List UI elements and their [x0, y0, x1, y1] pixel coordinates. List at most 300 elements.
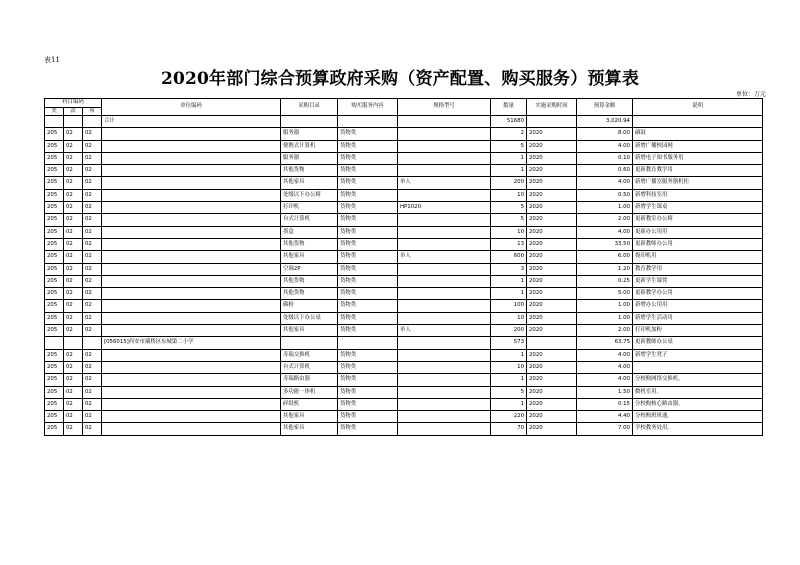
cell-spec	[398, 300, 491, 312]
cell-lei: 205	[45, 226, 64, 238]
cell-kuan: 02	[64, 140, 83, 152]
cell-xiang: 02	[83, 152, 102, 164]
cell-time: 2020	[527, 128, 577, 140]
cell-lei: 205	[45, 238, 64, 250]
cell-lei: 205	[45, 165, 64, 177]
cell-note	[633, 116, 763, 128]
cell-time: 2020	[527, 300, 577, 312]
cell-qty: 1	[491, 288, 527, 300]
cell-spec	[398, 361, 491, 373]
header-service: 购买服务内容	[338, 99, 398, 116]
table-row	[45, 165, 763, 177]
header-xiang: 项	[83, 107, 102, 116]
cell-time	[527, 337, 577, 349]
cell-time: 2020	[527, 312, 577, 324]
cell-time: 2020	[527, 140, 577, 152]
cell-catalog	[281, 337, 338, 349]
cell-service: 货物类	[338, 423, 398, 435]
header-qty: 数量	[491, 99, 527, 116]
cell-spec	[398, 398, 491, 410]
cell-kuan: 02	[64, 128, 83, 140]
cell-amount: 0.25	[577, 275, 633, 287]
cell-qty: 5	[491, 214, 527, 226]
unit-label: 单位：万元	[735, 91, 766, 98]
table-row	[45, 140, 763, 152]
cell-qty: 5	[491, 140, 527, 152]
cell-unit-code	[102, 386, 281, 398]
cell-catalog: 处级以下办公桌	[281, 312, 338, 324]
cell-service: 货物类	[338, 374, 398, 386]
cell-xiang: 02	[83, 288, 102, 300]
cell-lei: 205	[45, 140, 64, 152]
table-row	[45, 374, 763, 386]
cell-amount: 2.00	[577, 325, 633, 337]
cell-qty: 600	[491, 251, 527, 263]
cell-xiang: 02	[83, 214, 102, 226]
cell-amount: 2.00	[577, 214, 633, 226]
cell-time: 2020	[527, 374, 577, 386]
cell-catalog: 其他家具	[281, 423, 338, 435]
table-row	[45, 226, 763, 238]
cell-kuan: 02	[64, 238, 83, 250]
cell-time: 2020	[527, 214, 577, 226]
cell-lei	[45, 337, 64, 349]
cell-note: 更新教师办公用	[633, 238, 763, 250]
cell-service: 货物类	[338, 238, 398, 250]
cell-kuan: 02	[64, 374, 83, 386]
cell-spec	[398, 263, 491, 275]
cell-kuan: 02	[64, 349, 83, 361]
cell-kuan: 02	[64, 325, 83, 337]
table-row	[45, 423, 763, 435]
cell-qty: 3	[491, 263, 527, 275]
header-amount: 预算金额	[577, 99, 633, 116]
table-row	[45, 202, 763, 214]
cell-service: 货物类	[338, 361, 398, 373]
cell-time: 2020	[527, 386, 577, 398]
cell-spec	[398, 374, 491, 386]
cell-note: 新增学生活动用	[633, 312, 763, 324]
table-row	[45, 189, 763, 201]
cell-kuan: 02	[64, 152, 83, 164]
cell-xiang: 02	[83, 140, 102, 152]
table-row	[45, 337, 763, 349]
cell-spec	[398, 411, 491, 423]
cell-qty: 573	[491, 337, 527, 349]
cell-note: 更新教学办公用	[633, 288, 763, 300]
cell-kuan: 02	[64, 361, 83, 373]
cell-spec	[398, 152, 491, 164]
cell-time: 2020	[527, 398, 577, 410]
cell-kuan: 02	[64, 165, 83, 177]
cell-note: 更新教育教学用	[633, 165, 763, 177]
cell-service: 货物类	[338, 398, 398, 410]
cell-lei: 205	[45, 263, 64, 275]
cell-xiang: 02	[83, 189, 102, 201]
table-row	[45, 238, 763, 250]
cell-amount: 6.00	[577, 251, 633, 263]
cell-kuan: 02	[64, 226, 83, 238]
cell-note: 打印机加粉	[633, 325, 763, 337]
table-row	[45, 300, 763, 312]
cell-unit-code	[102, 251, 281, 263]
cell-unit-code	[102, 398, 281, 410]
cell-qty: 5	[491, 386, 527, 398]
cell-spec	[398, 165, 491, 177]
cell-catalog: 其他家具	[281, 411, 338, 423]
cell-spec	[398, 140, 491, 152]
cell-catalog: 其他家具	[281, 177, 338, 189]
cell-lei: 205	[45, 288, 64, 300]
cell-kuan: 02	[64, 386, 83, 398]
cell-catalog: 其他货物	[281, 275, 338, 287]
cell-xiang: 02	[83, 238, 102, 250]
cell-amount: 4.00	[577, 361, 633, 373]
cell-spec	[398, 189, 491, 201]
cell-catalog: 寿瑞交换机	[281, 349, 338, 361]
cell-kuan: 02	[64, 189, 83, 201]
cell-service: 货物类	[338, 288, 398, 300]
cell-note	[633, 361, 763, 373]
cell-spec	[398, 226, 491, 238]
cell-time: 2020	[527, 202, 577, 214]
cell-qty: 10	[491, 226, 527, 238]
cell-qty: 220	[491, 411, 527, 423]
cell-unit-code	[102, 226, 281, 238]
cell-catalog: 台式计算机	[281, 361, 338, 373]
cell-kuan: 02	[64, 398, 83, 410]
header-time: 实施采购时间	[527, 99, 577, 116]
cell-qty: 200	[491, 177, 527, 189]
cell-lei: 205	[45, 312, 64, 324]
cell-service: 货物类	[338, 189, 398, 201]
cell-service: 货物类	[338, 312, 398, 324]
budget-table	[44, 98, 763, 436]
cell-catalog: 寿瑞路由器	[281, 374, 338, 386]
table-row	[45, 349, 763, 361]
cell-unit-code	[102, 349, 281, 361]
cell-qty: 2	[491, 128, 527, 140]
header-kuan: 款	[64, 107, 83, 116]
cell-service: 货物类	[338, 152, 398, 164]
cell-amount: 1.00	[577, 312, 633, 324]
cell-lei: 205	[45, 361, 64, 373]
cell-time: 2020	[527, 349, 577, 361]
cell-unit-code	[102, 202, 281, 214]
cell-time: 2020	[527, 325, 577, 337]
cell-lei: 205	[45, 214, 64, 226]
cell-spec	[398, 288, 491, 300]
cell-unit-code	[102, 361, 281, 373]
cell-unit-code	[102, 325, 281, 337]
cell-catalog: 便携式计算机	[281, 140, 338, 152]
cell-amount: 0.60	[577, 165, 633, 177]
cell-unit-code	[102, 288, 281, 300]
cell-unit-code	[102, 423, 281, 435]
cell-xiang: 02	[83, 374, 102, 386]
table-row	[45, 116, 763, 128]
cell-unit-code	[102, 177, 281, 189]
cell-kuan	[64, 337, 83, 349]
cell-qty: 70	[491, 423, 527, 435]
cell-time: 2020	[527, 251, 577, 263]
cell-kuan: 02	[64, 202, 83, 214]
cell-time: 2020	[527, 361, 577, 373]
cell-service: 货物类	[338, 128, 398, 140]
table-row	[45, 152, 763, 164]
cell-lei: 205	[45, 177, 64, 189]
cell-xiang: 02	[83, 165, 102, 177]
cell-service	[338, 337, 398, 349]
cell-unit-code	[102, 214, 281, 226]
cell-kuan: 02	[64, 312, 83, 324]
cell-qty: 13	[491, 238, 527, 250]
table-body	[45, 116, 763, 436]
cell-note: 新增广播校园网	[633, 140, 763, 152]
cell-time: 2020	[527, 263, 577, 275]
cell-time	[527, 116, 577, 128]
sheet-tag: 表11	[44, 56, 60, 64]
cell-kuan: 02	[64, 263, 83, 275]
cell-kuan: 02	[64, 177, 83, 189]
cell-catalog	[281, 116, 338, 128]
cell-spec: 单人	[398, 177, 491, 189]
cell-amount: 3,020.94	[577, 116, 633, 128]
cell-service: 货物类	[338, 386, 398, 398]
table-row	[45, 263, 763, 275]
cell-spec	[398, 337, 491, 349]
cell-xiang: 02	[83, 312, 102, 324]
cell-lei: 205	[45, 386, 64, 398]
cell-service: 货物类	[338, 202, 398, 214]
cell-note: 更新教师办公桌	[633, 337, 763, 349]
cell-catalog: 其他货物	[281, 288, 338, 300]
cell-xiang	[83, 337, 102, 349]
table-row	[45, 177, 763, 189]
cell-lei: 205	[45, 411, 64, 423]
cell-kuan: 02	[64, 214, 83, 226]
cell-xiang: 02	[83, 361, 102, 373]
cell-lei: 205	[45, 423, 64, 435]
header-code-group: 科目编码	[45, 99, 102, 108]
cell-catalog: 处级以下办公椅	[281, 189, 338, 201]
cell-service: 货物类	[338, 275, 398, 287]
cell-time: 2020	[527, 226, 577, 238]
cell-catalog: 服务器	[281, 128, 338, 140]
table-row	[45, 386, 763, 398]
cell-note: 新增办公用用	[633, 300, 763, 312]
cell-spec: 单人	[398, 251, 491, 263]
cell-amount: 33.50	[577, 238, 633, 250]
cell-qty: 1	[491, 398, 527, 410]
cell-qty: 10	[491, 312, 527, 324]
cell-service: 货物类	[338, 165, 398, 177]
cell-xiang	[83, 116, 102, 128]
cell-qty: 1	[491, 165, 527, 177]
cell-qty: 200	[491, 325, 527, 337]
cell-lei: 205	[45, 325, 64, 337]
cell-unit-code	[102, 152, 281, 164]
page-title: 2020年部门综合预算政府采购（资产配置、购买服务）预算表	[160, 69, 640, 89]
cell-service: 货物类	[338, 325, 398, 337]
cell-unit-code: [056015]西安市灞桥区东城第二小学	[102, 337, 281, 349]
cell-time: 2020	[527, 238, 577, 250]
cell-spec: HP1020	[398, 202, 491, 214]
header-unit-code: 单位编码	[102, 99, 281, 116]
cell-xiang: 02	[83, 177, 102, 189]
cell-note: 分校购核心路由器。	[633, 398, 763, 410]
cell-amount: 0.10	[577, 152, 633, 164]
cell-note: 分校购班班通。	[633, 411, 763, 423]
cell-note: 微机室用。	[633, 386, 763, 398]
cell-amount: 5.00	[577, 288, 633, 300]
cell-amount: 4.00	[577, 374, 633, 386]
cell-lei: 205	[45, 189, 64, 201]
cell-unit-code	[102, 275, 281, 287]
cell-lei: 205	[45, 251, 64, 263]
cell-note: 復印机用	[633, 251, 763, 263]
cell-amount: 4.00	[577, 140, 633, 152]
cell-xiang: 02	[83, 386, 102, 398]
cell-qty: 51680	[491, 116, 527, 128]
table-row	[45, 275, 763, 287]
cell-service: 货物类	[338, 226, 398, 238]
cell-xiang: 02	[83, 263, 102, 275]
cell-amount: 0.15	[577, 398, 633, 410]
cell-note: 硒鼓	[633, 128, 763, 140]
cell-spec	[398, 386, 491, 398]
cell-catalog: 其他货物	[281, 165, 338, 177]
cell-lei	[45, 116, 64, 128]
cell-unit-code	[102, 140, 281, 152]
cell-unit-code	[102, 374, 281, 386]
table-row	[45, 251, 763, 263]
cell-lei: 205	[45, 152, 64, 164]
cell-unit-code	[102, 300, 281, 312]
cell-time: 2020	[527, 423, 577, 435]
cell-kuan: 02	[64, 423, 83, 435]
cell-amount: 4.00	[577, 226, 633, 238]
cell-note: 更新学生课凳	[633, 275, 763, 287]
cell-catalog: 多功能一体机	[281, 386, 338, 398]
cell-spec: 单人	[398, 325, 491, 337]
cell-catalog: 服务器	[281, 152, 338, 164]
cell-catalog: 碎纸机	[281, 398, 338, 410]
cell-unit-code	[102, 189, 281, 201]
header-spec: 规格型号	[398, 99, 491, 116]
table-row	[45, 398, 763, 410]
table-row	[45, 411, 763, 423]
cell-amount: 1.20	[577, 263, 633, 275]
table-row	[45, 312, 763, 324]
cell-note: 新增电子图书服务用	[633, 152, 763, 164]
cell-lei: 205	[45, 398, 64, 410]
cell-note: 新增广播室服务器机柜	[633, 177, 763, 189]
cell-catalog: 墨盒	[281, 226, 338, 238]
cell-spec	[398, 423, 491, 435]
cell-note: 更新教室办公椅	[633, 214, 763, 226]
cell-xiang: 02	[83, 275, 102, 287]
cell-amount: 7.00	[577, 423, 633, 435]
cell-unit-code	[102, 128, 281, 140]
cell-service: 货物类	[338, 411, 398, 423]
cell-xiang: 02	[83, 398, 102, 410]
cell-unit-code	[102, 165, 281, 177]
cell-note: 新增科技室用	[633, 189, 763, 201]
cell-qty: 1	[491, 349, 527, 361]
cell-spec	[398, 238, 491, 250]
cell-spec	[398, 275, 491, 287]
cell-lei: 205	[45, 300, 64, 312]
table-row	[45, 288, 763, 300]
cell-time: 2020	[527, 275, 577, 287]
cell-catalog: 碳粉	[281, 300, 338, 312]
cell-service: 货物类	[338, 214, 398, 226]
cell-kuan: 02	[64, 300, 83, 312]
cell-service	[338, 116, 398, 128]
header-note: 说明	[633, 99, 763, 116]
cell-catalog: 台式计算机	[281, 214, 338, 226]
cell-spec	[398, 312, 491, 324]
cell-lei: 205	[45, 202, 64, 214]
table-row	[45, 361, 763, 373]
cell-kuan: 02	[64, 288, 83, 300]
cell-qty: 5	[491, 202, 527, 214]
cell-amount: 0.50	[577, 189, 633, 201]
table-row	[45, 128, 763, 140]
cell-note: 分校购网络交换机。	[633, 374, 763, 386]
cell-qty: 1	[491, 152, 527, 164]
cell-unit-code	[102, 238, 281, 250]
cell-kuan: 02	[64, 251, 83, 263]
cell-time: 2020	[527, 165, 577, 177]
cell-spec	[398, 116, 491, 128]
cell-catalog: 空调2P	[281, 263, 338, 275]
cell-qty: 1	[491, 275, 527, 287]
cell-time: 2020	[527, 288, 577, 300]
cell-catalog: 其他家具	[281, 251, 338, 263]
cell-service: 货物类	[338, 251, 398, 263]
cell-note: 新增学生凳子	[633, 349, 763, 361]
cell-amount: 8.00	[577, 128, 633, 140]
cell-amount: 63.75	[577, 337, 633, 349]
cell-qty: 100	[491, 300, 527, 312]
cell-service: 货物类	[338, 177, 398, 189]
cell-xiang: 02	[83, 251, 102, 263]
cell-service: 货物类	[338, 263, 398, 275]
cell-amount: 1.00	[577, 300, 633, 312]
cell-note: 更新办公用用	[633, 226, 763, 238]
cell-time: 2020	[527, 411, 577, 423]
cell-service: 货物类	[338, 300, 398, 312]
cell-catalog: 其他家具	[281, 325, 338, 337]
cell-qty: 10	[491, 361, 527, 373]
cell-spec	[398, 214, 491, 226]
cell-unit-code	[102, 312, 281, 324]
cell-spec	[398, 349, 491, 361]
cell-xiang: 02	[83, 325, 102, 337]
cell-unit-code	[102, 411, 281, 423]
cell-time: 2020	[527, 152, 577, 164]
cell-time: 2020	[527, 189, 577, 201]
header-catalog: 采购目录	[281, 99, 338, 116]
cell-xiang: 02	[83, 226, 102, 238]
table-row	[45, 214, 763, 226]
cell-note: 新增学生课桌	[633, 202, 763, 214]
header-lei: 类	[45, 107, 64, 116]
cell-amount: 4.40	[577, 411, 633, 423]
table-row	[45, 325, 763, 337]
